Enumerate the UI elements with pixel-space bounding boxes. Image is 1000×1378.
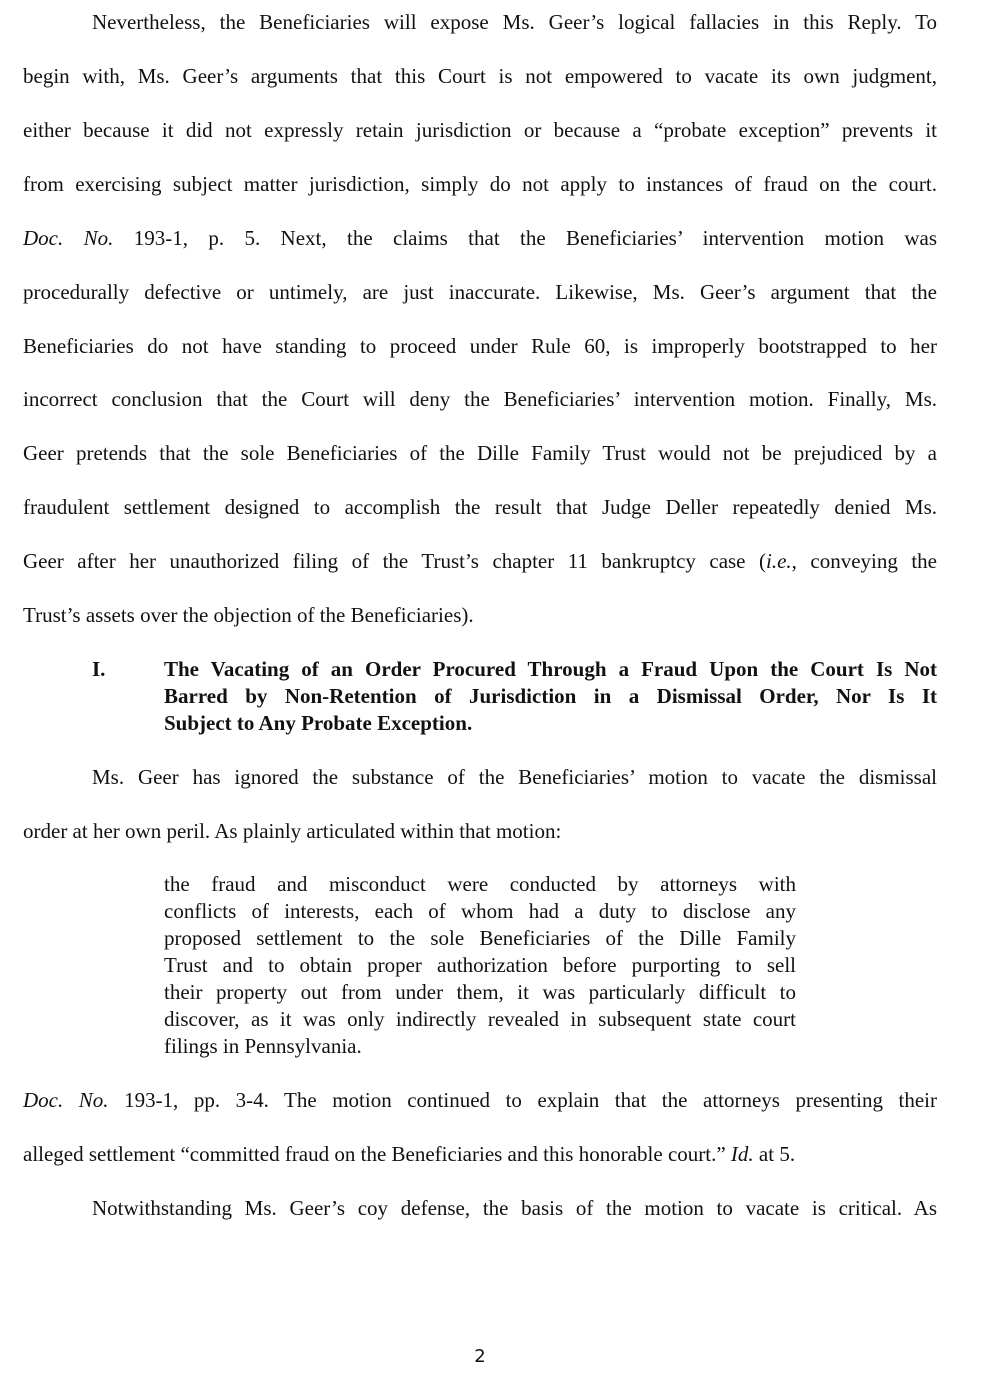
para1-line-5-text: 193-1, p. 5. Next, the claims that the Beneficiaries’ intervention motion was <box>113 226 937 250</box>
para3-line-2-text-a: alleged settlement “committed fraud on the Beneficiaries and this honorable court.” <box>23 1142 731 1166</box>
para1-line-5 <box>23 225 937 251</box>
blockquote-line-5: their property out from under them, it was particularly difficult to <box>164 980 796 1004</box>
blockquote-line-4: Trust and to obtain proper authorization before purporting to sell <box>164 953 796 977</box>
para1-line-11-text-a: Geer after her unauthorized filing of the Trust’s chapter 11 bankruptcy case ( <box>23 549 766 573</box>
blockquote-line-6: discover, as it was only indirectly revealed in subsequent state court <box>164 1007 796 1031</box>
para4-line-1: Notwithstanding Ms. Geer’s coy defense, the basis of the motion to vacate is critical. As <box>92 1196 937 1220</box>
para3-line-2 <box>23 1141 937 1167</box>
para3-line-1 <box>23 1087 937 1113</box>
section-heading-line-1: The Vacating of an Order Procured Through a Fraud Upon the Court Is Not <box>164 657 937 681</box>
para1-line-12: Trust’s assets over the objection of the Beneficiaries). <box>23 603 474 627</box>
para1-line-4: from exercising subject matter jurisdiction, simply do not apply to instances of fraud on the court. <box>23 172 937 196</box>
section-heading-number: I. <box>92 657 106 681</box>
section-heading-line-2: Barred by Non-Retention of Jurisdiction in a Dismissal Order, Nor Is It <box>164 684 937 708</box>
citation-id: Id. <box>730 1142 754 1166</box>
blockquote-line-1: the fraud and misconduct were conducted by attorneys with <box>164 872 796 896</box>
para1-line-1: Nevertheless, the Beneficiaries will expose Ms. Geer’s logical fallacies in this Reply. To <box>92 10 937 34</box>
blockquote-line-2: conflicts of interests, each of whom had a duty to disclose any <box>164 899 796 923</box>
para1-line-10: fraudulent settlement designed to accomplish the result that Judge Deller repeatedly denied Ms. <box>23 495 937 519</box>
para2-line-1: Ms. Geer has ignored the substance of the Beneficiaries’ motion to vacate the dismissal <box>92 765 937 789</box>
para1-line-11-text-b: , conveying the <box>791 549 937 573</box>
para2-line-2: order at her own peril. As plainly articulated within that motion: <box>23 819 562 843</box>
citation-doc-no: Doc. No. <box>23 226 114 250</box>
para1-line-7: Beneficiaries do not have standing to proceed under Rule 60, is improperly bootstrapped to her <box>23 334 937 358</box>
abbreviation-ie: i.e. <box>765 549 792 573</box>
section-heading-line-3: Subject to Any Probate Exception. <box>164 711 473 735</box>
para1-line-3: either because it did not expressly retain jurisdiction or because a “probate exception” prevents it <box>23 118 937 142</box>
para3-line-1-text: 193-1, pp. 3-4. The motion continued to explain that the attorneys presenting their <box>108 1088 937 1112</box>
blockquote-line-7: filings in Pennsylvania. <box>164 1034 362 1058</box>
para1-line-6: procedurally defective or untimely, are just inaccurate. Likewise, Ms. Geer’s argument that the <box>23 280 937 304</box>
para1-line-8: incorrect conclusion that the Court will deny the Beneficiaries’ intervention motion. Finally, Ms. <box>23 387 937 411</box>
para3-line-2-text-b: at 5. <box>753 1142 796 1166</box>
para1-line-9: Geer pretends that the sole Beneficiaries of the Dille Family Trust would not be prejudiced by a <box>23 441 937 465</box>
para1-line-2: begin with, Ms. Geer’s arguments that this Court is not empowered to vacate its own judgment, <box>23 64 937 88</box>
para1-line-11 <box>23 548 937 574</box>
page-number: 2 <box>474 1346 486 1367</box>
citation-doc-no: Doc. No. <box>23 1088 109 1112</box>
blockquote-line-3: proposed settlement to the sole Beneficiaries of the Dille Family <box>164 926 796 950</box>
